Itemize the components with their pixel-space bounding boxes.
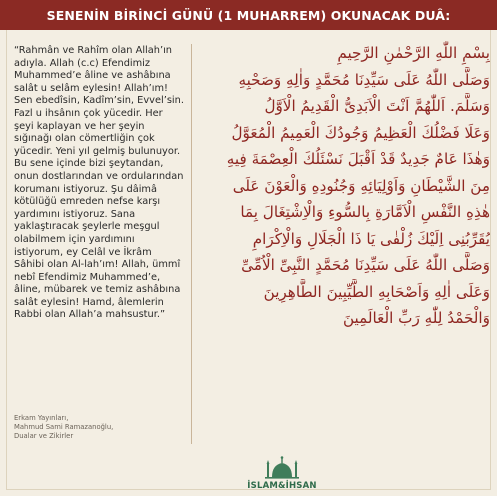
- brand-logo-text: İSLAM&İHSAN: [247, 481, 317, 491]
- title-bar: [0, 0, 497, 30]
- arabic-line: وَعَلَا فَضْلُكَ الْعَظِيمُ وَجُودُكَ الْعَمِيمُ الْمُعَوَّلُ: [231, 123, 490, 142]
- arabic-line: يُقَرِّبُنِى اِلَيْكَ زُلْفٰى يَا ذَا الْجَلَالِ وَالْاِكْرَامِ: [252, 229, 490, 248]
- source-book: Dualar ve Zikirler: [14, 432, 74, 440]
- arabic-line: وَصَلَّى اللّٰهُ عَلَى سَيِّدِنَا مُحَمَّدٍ النَّبِىِّ الْاُمِّىِّ: [241, 256, 490, 274]
- translation-text: “Rahmân ve Rahîm olan Allah’ın adıyla. Allah (c.c) Efendimiz Muhammed’e âline ve ashâbına salât u selâm eylesin! Allah’ım! Sen ebedîsin, Kadîm’sin, Evvel’sin. Fazl u ihsânın çok yücedir. Her şeyi kaplayan ve her şeyin sığınağı olan cömertliğin çok yücedir. Yeni yıl gelmiş bulunuyor. Bu sene içinde bizi şeytandan, onun dostlarından ve ordularından korumanı istiyoruz. Şu dâimâ kötülüğü emreden nefse karşı yardımını istiyoruz. Sana yaklaştıracak şeylerle meşgul olabilmem için yardımını istiyorum, ey Celâl ve İkrâm Sâhibi olan Al-lah’ım! Allah, ümmî nebî Efendimiz Muhammed’e, âline, mübarek ve temiz ashâbına salât eylesin! Hamd, âlemlerin Rabbi olan Allah’a mahsustur.”: [14, 45, 184, 321]
- arabic-line: وَالْحَمْدُ لِلّٰهِ رَبِّ الْعَالَمِينَ: [342, 309, 490, 327]
- arabic-line: وَصَلَّى اللّٰهُ عَلَى سَيِّدِنَا مُحَمَّدٍ وَاٰلِهِ وَصَحْبِهِ: [238, 70, 490, 89]
- arabic-line: مِنَ الشَّيْطَانِ وَاَوْلِيَائِهِ وَجُنُودِهِ وَالْعَوْنَ عَلَى: [232, 176, 490, 195]
- source-author: Mahmud Sami Ramazanoğlu,: [14, 423, 114, 431]
- mosque-dome-icon: [264, 455, 300, 481]
- arabic-line: وَعَلَى اٰلِهِ وَاَصْحَابِهِ الطَّيِّبِينَ الطَّاهِرِينَ: [263, 282, 490, 301]
- source-publisher: Erkam Yayınları,: [14, 414, 69, 422]
- translation-column: [14, 45, 184, 322]
- arabic-line: هٰذِهِ النَّفْسِ الْاَمَّارَةِ بِالسُّوءِ وَالْاِشْتِغَالَ بِمَا: [240, 203, 490, 221]
- page-title: SENENİN BİRİNCİ GÜNÜ (1 MUHARREM) OKUNACAK DUÂ:: [46, 7, 451, 23]
- arabic-line: وَسَلَّمَ. اَللّٰهُمَّ اَنْتَ الْاَبَدِىُّ الْقَدِيمُ الْاَوَّلُ: [264, 97, 490, 115]
- column-divider: [191, 44, 192, 444]
- brand-logo: [232, 455, 332, 491]
- arabic-prayer: [198, 40, 490, 332]
- arabic-line: وَهٰذَا عَامٌ جَدِيدٌ قَدْ اَقْبَلَ نَسْئَلُكَ الْعِصْمَةَ فِيهِ: [226, 150, 490, 168]
- source-credit: [14, 414, 174, 441]
- arabic-line: بِسْمِ اللّٰهِ الرَّحْمٰنِ الرَّحِيمِ: [337, 44, 490, 62]
